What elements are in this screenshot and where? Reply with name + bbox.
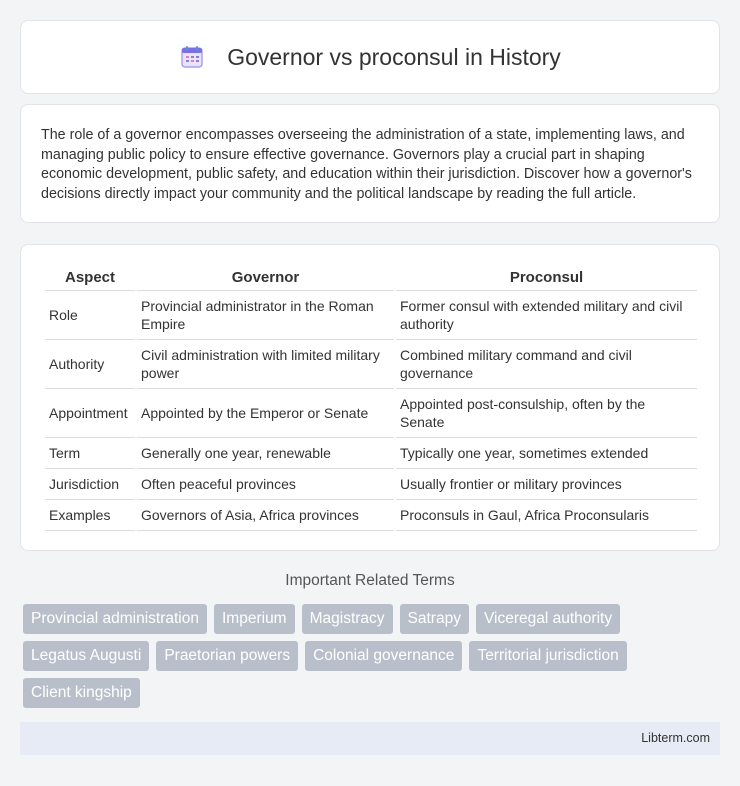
related-term-tag[interactable]: Provincial administration [23, 604, 207, 634]
related-term-tag[interactable]: Client kingship [23, 678, 140, 708]
cell-aspect: Term [45, 438, 135, 469]
related-term-tag[interactable]: Colonial governance [305, 641, 462, 671]
table-row [45, 340, 697, 389]
cell-governor: Appointed by the Emperor or Senate [137, 389, 394, 438]
header-card [20, 20, 720, 94]
cell-aspect: Examples [45, 500, 135, 531]
cell-proconsul: Typically one year, sometimes extended [396, 438, 697, 469]
header-aspect: Aspect [45, 265, 135, 291]
cell-governor: Provincial administrator in the Roman Empire [137, 291, 394, 340]
cell-aspect: Jurisdiction [45, 469, 135, 500]
cell-proconsul: Former consul with extended military and civil authority [396, 291, 697, 340]
cell-aspect: Appointment [45, 389, 135, 438]
cell-governor: Civil administration with limited military power [137, 340, 394, 389]
footer-site-link[interactable]: Libterm.com [641, 731, 710, 745]
related-term-tag[interactable]: Territorial jurisdiction [469, 641, 626, 671]
header-proconsul: Proconsul [396, 265, 697, 291]
cell-governor: Generally one year, renewable [137, 438, 394, 469]
related-term-tag[interactable]: Magistracy [302, 604, 393, 634]
table-row [45, 469, 697, 500]
intro-text: The role of a governor encompasses overseeing the administration of a state, implementing laws, and managing public policy to ensure effective governance. Governors play a crucial part in shaping economic development, public safety, and education within their jurisdiction. Discover how a governor's decisions directly impact your community and the political landscape by reading the full article. [41, 127, 692, 202]
cell-aspect: Role [45, 291, 135, 340]
related-term-tag[interactable]: Praetorian powers [156, 641, 298, 671]
related-terms-list [23, 604, 723, 708]
cell-proconsul: Combined military command and civil governance [396, 340, 697, 389]
related-term-tag[interactable]: Viceregal authority [476, 604, 620, 634]
footer [20, 722, 720, 755]
table-row [45, 438, 697, 469]
intro-card [20, 104, 720, 223]
cell-governor: Governors of Asia, Africa provinces [137, 500, 394, 531]
comparison-table-card [20, 244, 720, 551]
cell-governor: Often peaceful provinces [137, 469, 394, 500]
calendar-icon [179, 44, 205, 70]
cell-aspect: Authority [45, 340, 135, 389]
related-term-tag[interactable]: Legatus Augusti [23, 641, 149, 671]
table-row [45, 291, 697, 340]
header-governor: Governor [137, 265, 394, 291]
related-terms-title: Important Related Terms [285, 572, 455, 589]
table-row [45, 500, 697, 531]
cell-proconsul: Appointed post-consulship, often by the Senate [396, 389, 697, 438]
page-title: Governor vs proconsul in History [227, 43, 561, 70]
table-row [45, 389, 697, 438]
comparison-table [43, 265, 699, 531]
related-term-tag[interactable]: Satrapy [400, 604, 469, 634]
cell-proconsul: Proconsuls in Gaul, Africa Proconsularis [396, 500, 697, 531]
related-term-tag[interactable]: Imperium [214, 604, 295, 634]
cell-proconsul: Usually frontier or military provinces [396, 469, 697, 500]
